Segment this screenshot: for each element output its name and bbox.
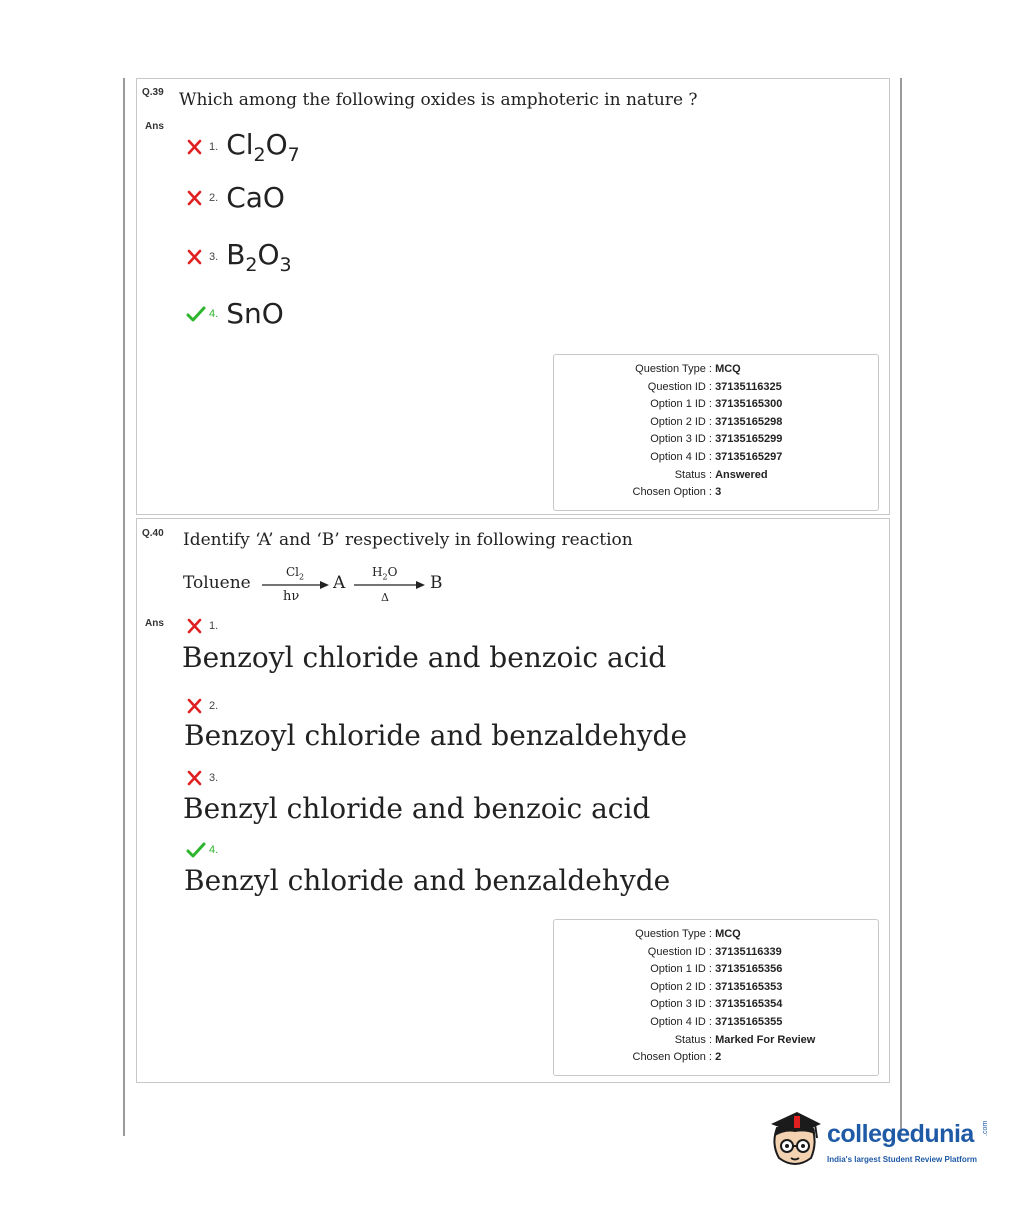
logo-tagline: India's largest Student Review Platform [827, 1155, 977, 1164]
info-row: Chosen Option : 2 [632, 1051, 722, 1063]
option-4-marker [186, 841, 226, 859]
ans-label: Ans [145, 618, 164, 629]
reagent-2-bottom: Δ [381, 591, 389, 604]
option-3 [186, 238, 292, 276]
check-icon [186, 305, 206, 323]
reagent-1-top: $Cl_2$ [286, 565, 305, 582]
option-3-text: Benzyl chloride and benzoic acid [183, 792, 651, 825]
info-row: Question ID : 37135116339 [647, 946, 782, 958]
option-number: 1. [209, 620, 219, 632]
cross-icon [186, 617, 206, 635]
cross-icon [186, 189, 206, 207]
reagent-1-bottom: hν [283, 589, 300, 604]
option-1-marker [186, 617, 226, 635]
option-1-text: Benzoyl chloride and benzoic acid [182, 641, 667, 674]
option-3-marker [186, 769, 226, 787]
option-number: 3. [209, 772, 219, 784]
option-number: 2. [209, 191, 219, 204]
info-row: Option 1 ID : 37135165300 [650, 398, 783, 410]
option-number: 3. [209, 251, 219, 263]
cross-icon [186, 697, 206, 715]
reagent-2-top: $H_2O$ [372, 565, 398, 582]
arrow-2 [354, 580, 426, 590]
reactant: Toluene [183, 573, 251, 593]
question-number: Q.39 [142, 87, 164, 98]
info-row: Option 3 ID : 37135165354 [650, 998, 783, 1010]
info-row: Option 3 ID : 37135165299 [650, 433, 783, 445]
question-number: Q.40 [142, 528, 164, 539]
info-row: Chosen Option : 3 [632, 486, 722, 498]
option-formula: $B_2O_3$ [226, 238, 292, 276]
option-4-text: Benzyl chloride and benzaldehyde [184, 864, 671, 897]
option-number: 1. [209, 141, 219, 153]
option-formula: SnO [226, 297, 284, 330]
logo-wordmark: collegedunia [827, 1120, 974, 1148]
logo-suffix: .com [982, 1120, 989, 1136]
option-4 [186, 297, 284, 330]
info-row: Question ID : 37135116325 [647, 381, 782, 393]
question-info-panel [553, 354, 879, 511]
option-number: 2. [209, 700, 219, 712]
student-mascot-icon [765, 1104, 825, 1176]
info-row: Status : Answered [674, 469, 768, 481]
info-row: Status : Marked For Review [674, 1034, 816, 1046]
left-border-line [123, 78, 125, 1136]
option-formula: $Cl_2O_7$ [226, 128, 300, 166]
option-number: 4. [209, 844, 219, 856]
option-number: 4. [209, 307, 219, 320]
product: B [430, 573, 443, 593]
info-row: Option 4 ID : 37135165297 [650, 451, 783, 463]
option-2-text: Benzoyl chloride and benzaldehyde [184, 719, 688, 752]
info-row: Question Type : MCQ [635, 363, 741, 375]
question-text: Identify ‘A’ and ‘B’ respectively in following reaction [183, 530, 633, 550]
info-row: Question Type : MCQ [635, 928, 741, 940]
info-row: Option 1 ID : 37135165356 [650, 963, 783, 975]
intermediate: A [333, 573, 346, 593]
info-row: Option 2 ID : 37135165353 [650, 981, 783, 993]
check-icon [186, 841, 206, 859]
right-border-line [900, 78, 902, 1134]
ans-label: Ans [145, 121, 164, 132]
info-row: Option 4 ID : 37135165355 [650, 1016, 783, 1028]
option-2-marker [186, 697, 226, 715]
question-info-panel [553, 919, 879, 1076]
cross-icon [186, 769, 206, 787]
question-text: Which among the following oxides is amphoteric in nature ? [179, 90, 698, 110]
option-2 [186, 181, 285, 214]
cross-icon [186, 248, 206, 266]
option-formula: CaO [226, 181, 285, 214]
info-row: Option 2 ID : 37135165298 [650, 416, 783, 428]
cross-icon [186, 138, 206, 156]
option-1 [186, 128, 300, 166]
